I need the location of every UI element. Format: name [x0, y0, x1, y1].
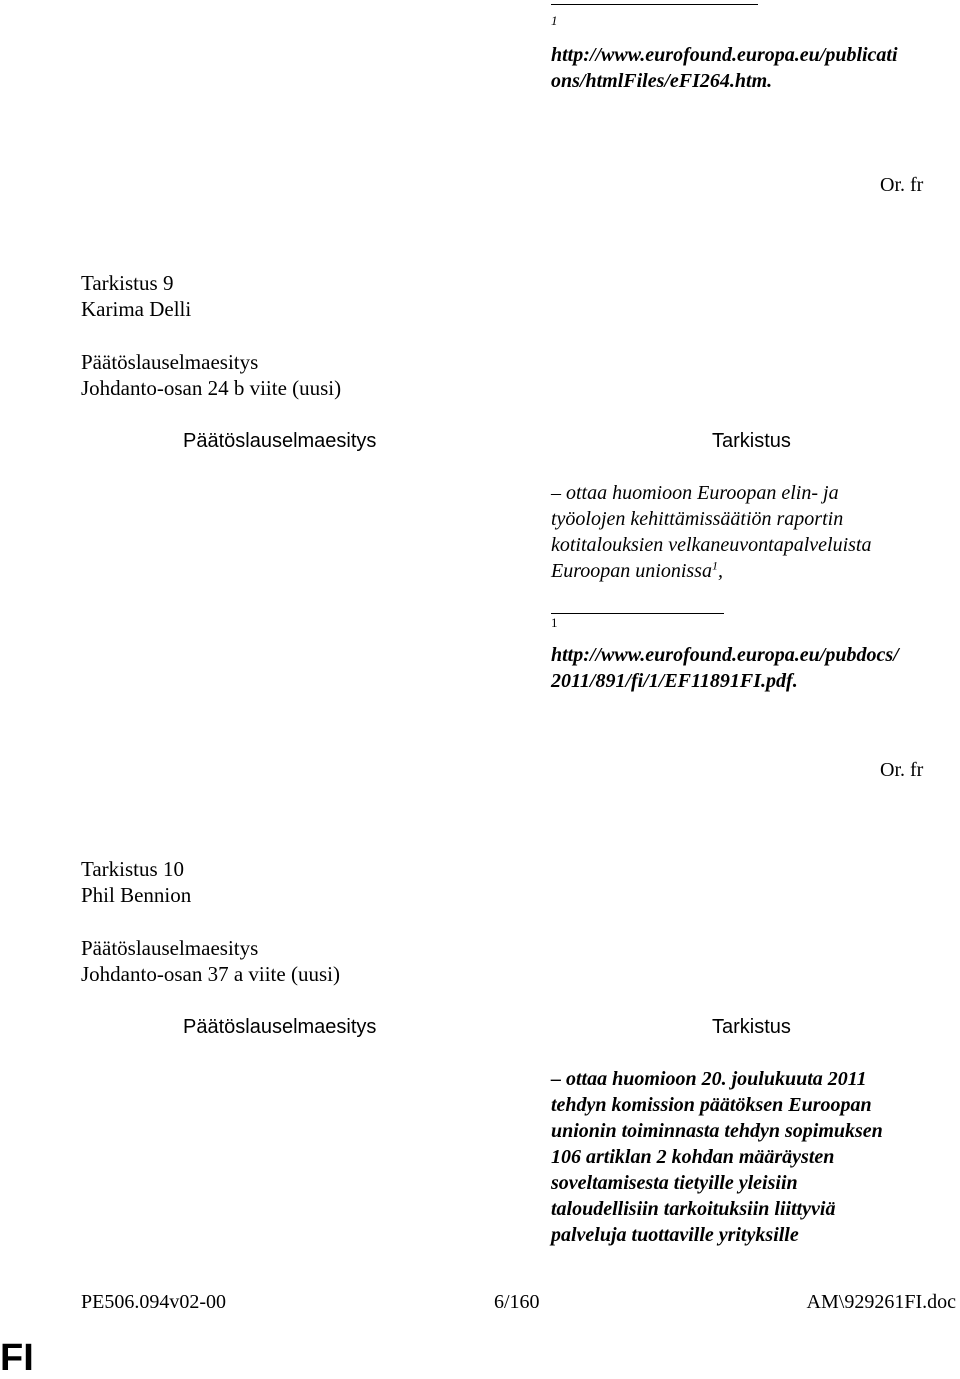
footnote-separator-top: [551, 4, 758, 5]
original-language-9: Or. fr: [880, 174, 924, 196]
amendment-text-line-3: kotitalouksien velkaneuvontapalveluista: [551, 534, 872, 556]
amendment-author-10: Phil Bennion: [81, 883, 192, 907]
footnote-reference: 1: [711, 558, 718, 573]
amendment-text-line-1: – ottaa huomioon Euroopan elin- ja: [551, 482, 839, 504]
column-header-right-9: Tarkistus: [712, 430, 791, 452]
amendment10-text-line-4: 106 artiklan 2 kohdan määräysten: [551, 1146, 835, 1168]
amendment-text-line-4: [551, 558, 723, 584]
column-header-right-10: Tarkistus: [712, 1016, 791, 1038]
amendment10-text-line-7: palveluja tuottaville yrityksille: [551, 1224, 799, 1246]
amendment-author-9: Karima Delli: [81, 297, 192, 321]
footer-document-reference: PE506.094v02-00: [81, 1291, 226, 1313]
footer-file-name: AM\929261FI.doc: [806, 1291, 956, 1313]
footnote-separator-9: [551, 613, 724, 614]
amendment-location-10: Johdanto-osan 37 a viite (uusi): [81, 962, 340, 986]
amendment10-text-line-5: soveltamisesta tietyille yleisiin: [551, 1172, 798, 1194]
column-header-left-9: Päätöslauselmaesitys: [183, 430, 377, 452]
footer-language-code: FI: [0, 1337, 34, 1379]
amendment-text-line-4-end: ,: [717, 560, 723, 582]
footnote-url-line-1: http://www.eurofound.europa.eu/publicati: [551, 44, 898, 66]
amendment-text-line-2: työolojen kehittämissäätiön raportin: [551, 508, 844, 530]
footnote-url-9-line-2: 2011/891/fi/1/EF11891FI.pdf.: [551, 670, 798, 692]
footer-page-number: 6/160: [494, 1291, 540, 1313]
footnote-url-line-2: ons/htmlFiles/eFI264.htm.: [551, 70, 773, 92]
footnote-mark-9: 1: [551, 615, 558, 630]
amendment-text-line-4-text: Euroopan unionissa: [551, 560, 712, 582]
amendment-document-10: Päätöslauselmaesitys: [81, 936, 259, 960]
amendment-title-9: Tarkistus 9: [81, 271, 174, 295]
amendment10-text-line-3: unionin toiminnasta tehdyn sopimuksen: [551, 1120, 883, 1142]
amendment-document-9: Päätöslauselmaesitys: [81, 350, 259, 374]
footnote-url-9-line-1: http://www.eurofound.europa.eu/pubdocs/: [551, 644, 899, 666]
amendment10-text-line-1: – ottaa huomioon 20. joulukuuta 2011: [551, 1068, 867, 1090]
footnote-mark-top: 1: [551, 13, 558, 28]
amendment10-text-line-2: tehdyn komission päätöksen Euroopan: [551, 1094, 872, 1116]
amendment-location-9: Johdanto-osan 24 b viite (uusi): [81, 376, 342, 400]
amendment-title-10: Tarkistus 10: [81, 857, 184, 881]
column-header-left-10: Päätöslauselmaesitys: [183, 1016, 377, 1038]
amendment10-text-line-6: taloudellisiin tarkoituksiin liittyviä: [551, 1198, 836, 1220]
original-language-10: Or. fr: [880, 759, 924, 781]
